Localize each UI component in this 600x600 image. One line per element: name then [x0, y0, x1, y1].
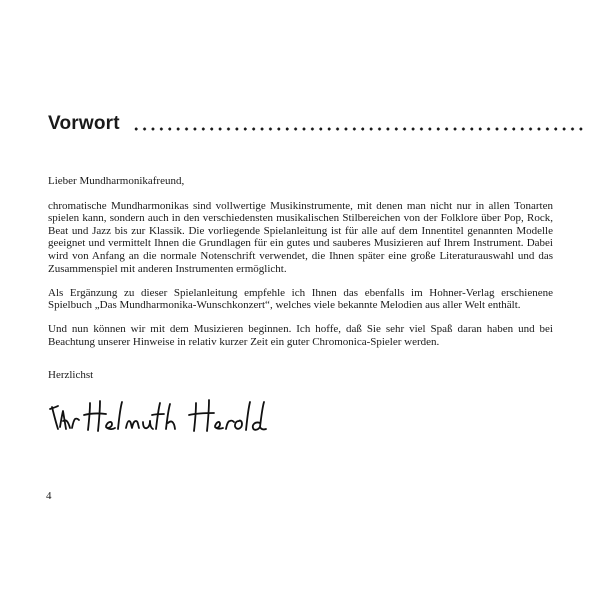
page-number: 4	[46, 490, 52, 502]
salutation: Lieber Mundharmonikafreund,	[48, 175, 185, 187]
page-title: Vorwort	[48, 113, 120, 134]
handwritten-signature	[46, 393, 272, 437]
section-heading	[48, 109, 583, 135]
paragraph-recommendation: Als Ergänzung zu dieser Spielanleitung empfehle ich Ihnen das ebenfalls im Hohner-Verlag erschienene Spielbuch „Das Mundharmonika-Wunschkonzert“, welches viele bekannte Melodien aus aller Welt enthält.	[48, 286, 553, 312]
dotted-leader	[132, 127, 583, 131]
paragraph-start: Und nun können wir mit dem Musizieren beginnen. Ich hoffe, daß Sie sehr viel Spaß daran haben und bei Beachtung unserer Hinweise in relativ kurzer Zeit ein guter Chromonica-Spieler werden.	[48, 323, 553, 348]
paragraph-intro: chromatische Mundharmonikas sind vollwertige Musikinstrumente, mit denen man nicht nur in allen Tonarten spielen kann, sondern auch in den verschiedensten musikalischen Stilbereichen von der Folklore über Pop, Rock, Beat und Jazz bis zur Klassik. Die vorliegende Spielanleitung ist für alle auf dem Innentitel genannten Modelle geeignet und vermittelt Ihnen die Grundlagen für ein gutes und sauberes Musizieren auf Ihrem Instrument. Dabei wird von Anfang an die normale Notenschrift verwendet, die Ihnen später eine große Literaturauswahl und das Zusammenspiel mit anderen Instrumenten ermöglicht.	[48, 199, 553, 275]
letter-body	[48, 175, 553, 360]
closing: Herzlichst	[48, 369, 94, 381]
